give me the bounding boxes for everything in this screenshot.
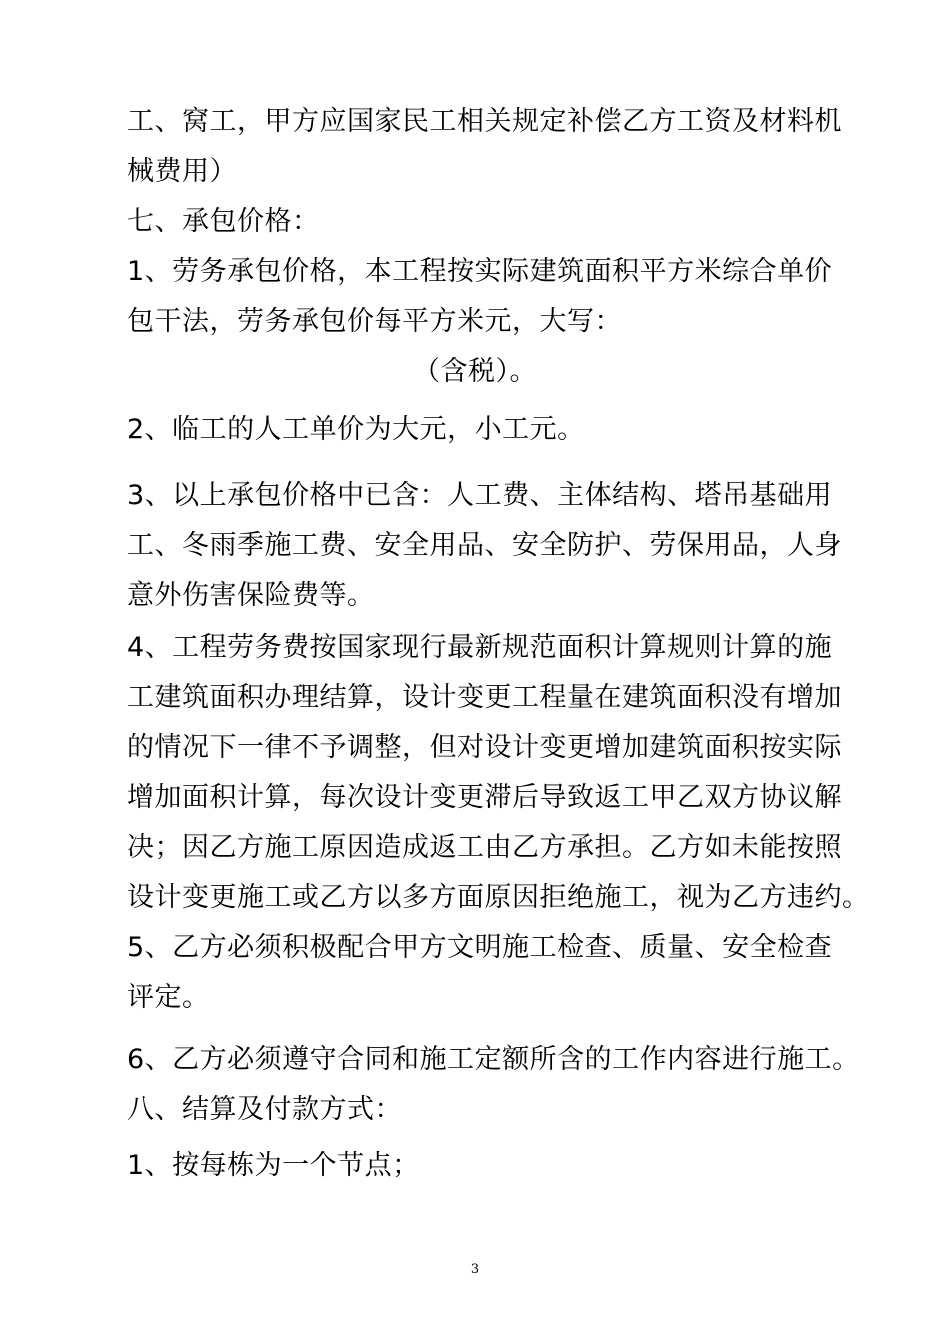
- text-line: 增加面积计算，每次设计变更滞后导致返工甲乙双方协议解: [127, 782, 842, 813]
- text-line: 工建筑面积办理结算，设计变更工程量在建筑面积没有增加: [127, 682, 842, 713]
- text-line: 3、以上承包价格中已含：人工费、主体结构、塔吊基础用: [127, 480, 833, 511]
- text-line: 2、临工的人工单价为大元，小工元。: [127, 414, 585, 445]
- text-line-centered: （含税）。: [413, 356, 537, 387]
- text-line: 意外伤害保险费等。: [127, 580, 375, 611]
- text-line: 1、按每栋为一个节点；: [127, 1150, 420, 1181]
- text-line: 工、冬雨季施工费、安全用品、安全防护、劳保用品，人身: [127, 530, 842, 561]
- text-line: 的情况下一律不予调整，但对设计变更增加建筑面积按实际: [127, 732, 842, 763]
- text-line: 6、乙方必须遵守合同和施工定额所含的工作内容进行施工。: [127, 1044, 860, 1075]
- text-line: 械费用）: [127, 156, 237, 187]
- text-line: 设计变更施工或乙方以多方面原因拒绝施工，视为乙方违约。: [127, 882, 870, 913]
- text-line: 评定。: [127, 982, 210, 1013]
- text-line: 4、工程劳务费按国家现行最新规范面积计算规则计算的施: [127, 632, 833, 663]
- text-line: 1、劳务承包价格，本工程按实际建筑面积平方米综合单价: [127, 256, 833, 287]
- text-line: 工、窝工，甲方应国家民工相关规定补偿乙方工资及材料机: [127, 106, 842, 137]
- section-heading: 七、承包价格：: [127, 206, 320, 237]
- text-line: 决；因乙方施工原因造成返工由乙方承担。乙方如未能按照: [127, 832, 842, 863]
- section-heading: 八、结算及付款方式：: [127, 1094, 402, 1125]
- text-line: 5、乙方必须积极配合甲方文明施工检查、质量、安全检查: [127, 932, 833, 963]
- text-line: 包干法，劳务承包价每平方米元，大写：: [127, 306, 622, 337]
- page-number: 3: [470, 1262, 480, 1277]
